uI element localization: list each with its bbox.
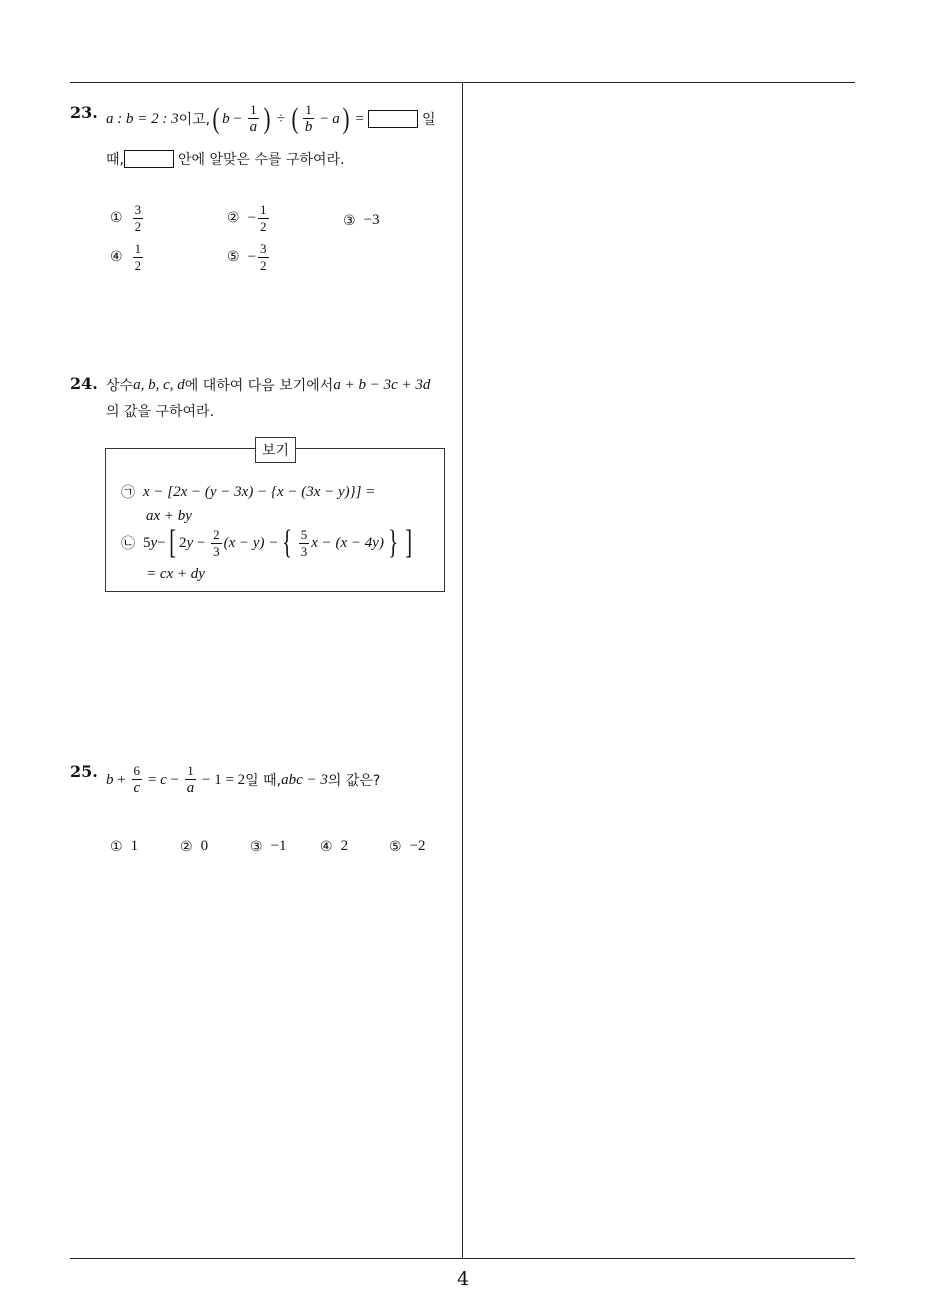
math-minus: − — [316, 110, 333, 127]
item-mark: ㉡ — [121, 536, 135, 552]
page-number: 4 — [456, 1268, 470, 1290]
fraction-1-over-b: $\frac{1}{b}$ — [304, 102, 313, 135]
option-value: −2 — [409, 838, 426, 854]
question-number: 24. — [70, 374, 98, 393]
korean-text: 상수 — [106, 378, 134, 394]
math-minus: − — [193, 534, 210, 551]
math-expression: a + b − 3c + 3d — [333, 376, 431, 393]
brace-close: } — [388, 524, 399, 561]
option-mark: ⑤ — [227, 249, 240, 266]
option-4[interactable] — [110, 242, 145, 272]
option-2[interactable] — [180, 838, 208, 855]
question-25-line-1 — [106, 764, 380, 796]
option-1[interactable] — [110, 203, 145, 233]
option-value: 2 — [340, 838, 349, 854]
question-25 — [70, 762, 455, 862]
option-5[interactable] — [389, 838, 426, 855]
option-fraction: $\frac{3}{2}$ — [134, 202, 142, 234]
fraction-1-over-a: $\frac{1}{a}$ — [249, 102, 258, 135]
korean-text: 일 때, — [245, 773, 282, 790]
math-expression: − 1 = 2 — [198, 771, 246, 788]
korean-text: 의 값을 구하여라. — [106, 404, 215, 420]
math-var-a: a — [332, 110, 340, 127]
option-mark: ① — [110, 210, 123, 227]
option-fraction: $\frac{3}{2}$ — [260, 241, 267, 273]
option-mark: ② — [227, 210, 240, 227]
option-4[interactable] — [320, 838, 348, 855]
math-minus: − — [229, 110, 246, 127]
bracket-close: ] — [405, 524, 413, 561]
math-equals: = — [351, 110, 365, 127]
question-23-line-2 — [106, 149, 345, 169]
fraction-5-over-3: $\frac{5}{3}$ — [300, 526, 308, 559]
option-mark: ⑤ — [389, 838, 402, 855]
math-var-c: c — [160, 771, 167, 788]
option-value: −3 — [363, 212, 380, 228]
math-minus: − — [166, 771, 183, 788]
option-mark: ③ — [343, 212, 356, 229]
math-number: 5 — [143, 534, 151, 551]
math-vars: a, b, c, d — [133, 376, 185, 393]
question-number: 23. — [70, 103, 98, 122]
answer-blank — [124, 150, 174, 168]
option-mark: ④ — [320, 838, 333, 855]
example-box-title: 보기 — [255, 437, 296, 463]
example-item-2 — [121, 526, 416, 560]
item-expression: x − [2x − (y − 3x) − {x − (3x − y)}] = — [143, 483, 376, 500]
fraction-6-over-c: $\frac{6}{c}$ — [133, 763, 141, 796]
fraction-1-over-a: $\frac{1}{a}$ — [186, 763, 195, 796]
option-mark: ② — [180, 838, 193, 855]
bracket-open: [ — [168, 524, 176, 561]
math-number: 2 — [178, 534, 187, 551]
paren-open: ( — [212, 102, 220, 136]
option-mark: ① — [110, 838, 123, 855]
math-var: y — [150, 534, 158, 551]
korean-text: 의 값은? — [327, 773, 381, 790]
option-fraction: $\frac{1}{2}$ — [260, 202, 267, 234]
option-value: 0 — [200, 838, 209, 854]
option-2[interactable] — [227, 203, 271, 233]
example-item-1 — [121, 482, 375, 502]
item-expression: ax + by — [146, 508, 192, 524]
answer-blank — [368, 110, 418, 128]
column-divider — [462, 83, 463, 1259]
option-mark: ④ — [110, 249, 123, 266]
option-5[interactable] — [227, 242, 271, 272]
math-expression: (x − y) − — [223, 534, 279, 551]
ratio-expression: a : b = 2 : 3 — [106, 110, 179, 127]
question-24 — [70, 374, 455, 434]
option-1[interactable] — [110, 838, 138, 855]
korean-text: 안에 알맞은 수를 구하여라. — [177, 152, 345, 168]
korean-text: 일 — [422, 112, 436, 129]
option-mark: ③ — [250, 838, 263, 855]
math-plus: + — [113, 771, 130, 788]
math-divide: ÷ — [273, 110, 289, 127]
item-expression: = cx + dy — [146, 566, 205, 582]
fraction-2-over-3: $\frac{2}{3}$ — [213, 526, 220, 559]
math-var-b: b — [222, 110, 230, 127]
paren-close: ) — [263, 102, 271, 136]
option-3[interactable] — [250, 838, 287, 855]
math-expression: abc − 3 — [281, 771, 328, 788]
question-23 — [70, 103, 455, 283]
question-number: 25. — [70, 762, 98, 781]
option-sign: − — [247, 209, 257, 226]
option-value: −1 — [270, 838, 287, 854]
paren-open: ( — [291, 102, 299, 136]
paren-close: ) — [342, 102, 350, 136]
bottom-rule — [70, 1258, 855, 1259]
item-mark: ㉠ — [121, 485, 135, 501]
example-item-2-cont — [146, 566, 205, 583]
question-24-line-2 — [106, 401, 214, 421]
option-fraction: $\frac{1}{2}$ — [134, 241, 142, 273]
korean-text: 때, — [106, 152, 124, 168]
option-value: 1 — [130, 838, 139, 854]
brace-open: { — [282, 524, 293, 561]
option-3[interactable] — [343, 212, 380, 229]
question-24-line-1 — [106, 375, 430, 395]
math-equals: = — [144, 771, 161, 788]
math-expression: x − (x − 4y) — [311, 534, 384, 551]
math-var: y — [186, 534, 194, 551]
math-minus: − — [157, 534, 166, 551]
korean-text: 에 대하여 다음 보기에서 — [184, 378, 334, 394]
math-var-b: b — [106, 771, 114, 788]
question-23-line-1 — [106, 103, 436, 135]
example-item-1-cont — [146, 508, 192, 525]
option-sign: − — [247, 248, 257, 265]
korean-text: 이고, — [178, 112, 211, 129]
